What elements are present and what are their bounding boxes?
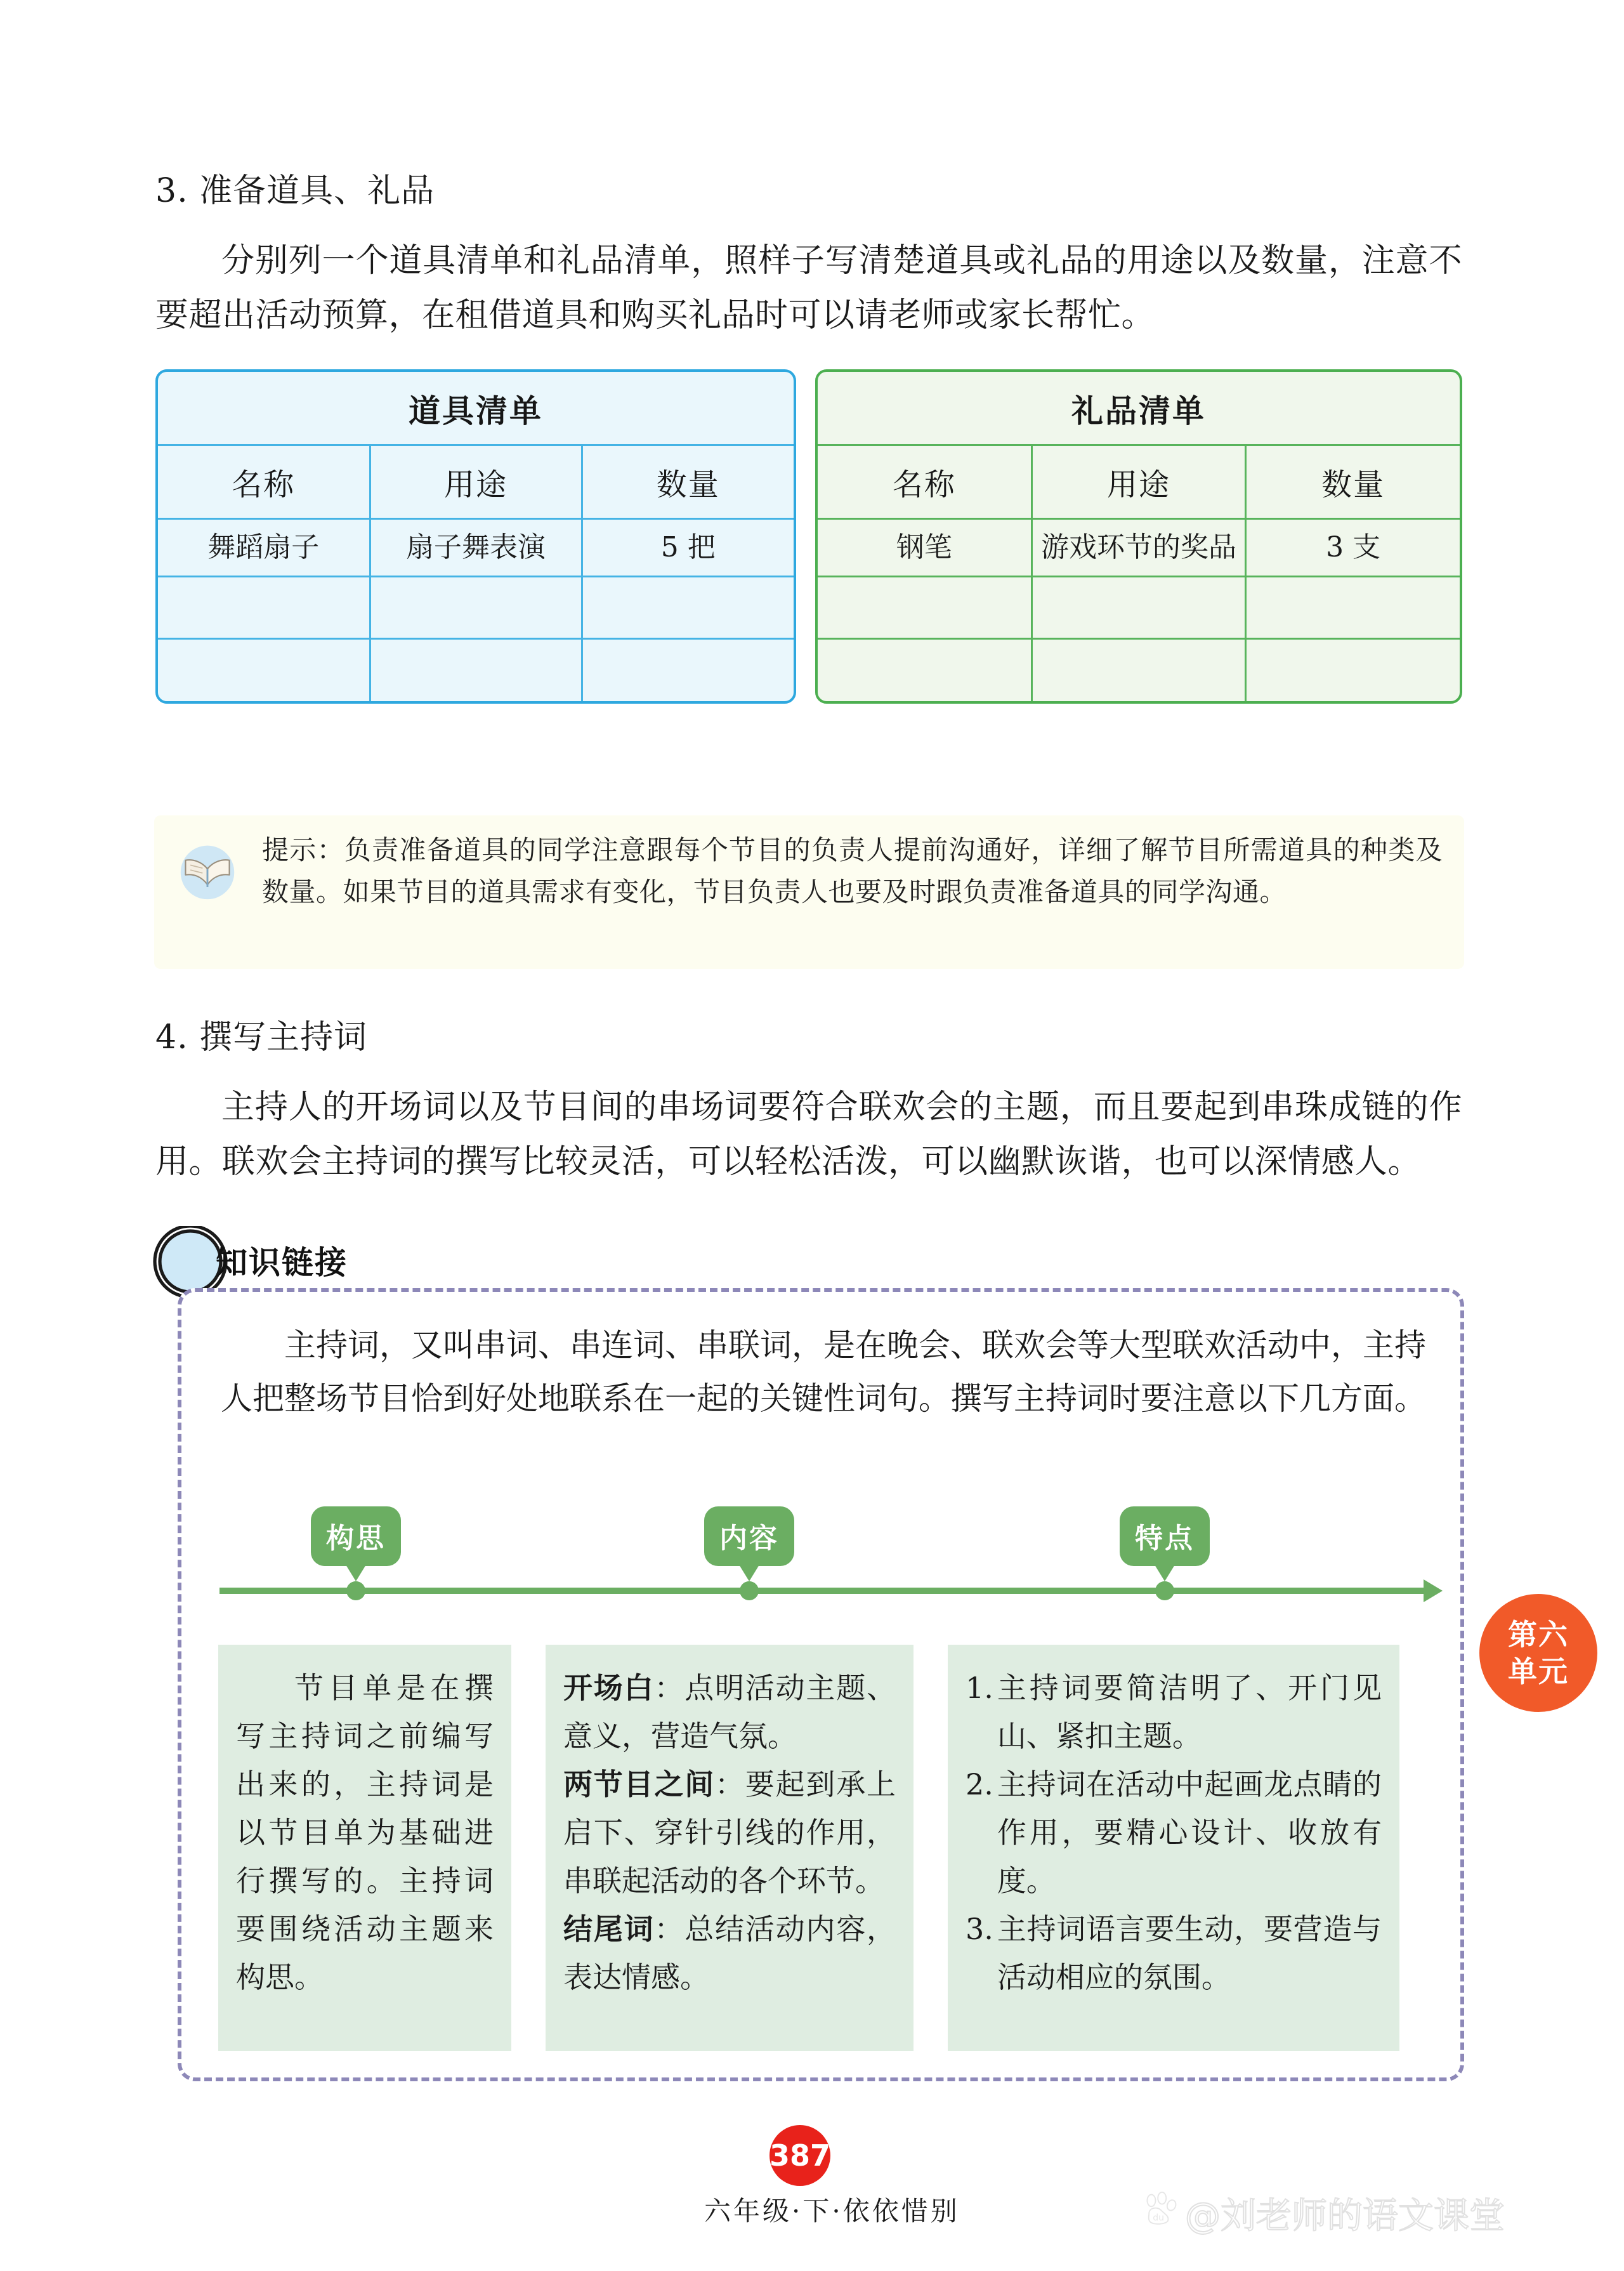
sep-3: ： <box>654 1912 685 1946</box>
baidu-paw-icon <box>1142 2191 1177 2235</box>
list-item-number: 2. <box>966 1767 993 1801</box>
timeline-tag-tedian[interactable]: 特点 <box>1120 1506 1210 1566</box>
tip-box <box>154 815 1464 969</box>
gifts-cell-qty: 3 支 <box>1246 519 1460 577</box>
open-book-icon <box>177 841 238 902</box>
gifts-table-title: 礼品清单 <box>818 372 1460 445</box>
list-item <box>966 1905 1382 2001</box>
props-header-name: 名称 <box>158 445 370 519</box>
table-row <box>818 577 1460 639</box>
list-item-text: 主持词在活动中起画龙点睛的作用，要精心设计、收放有度。 <box>997 1767 1382 1898</box>
gifts-header-use: 用途 <box>1031 445 1245 519</box>
timeline-arrow-head <box>1424 1579 1443 1602</box>
text-kaichangbai: 点明活动主题、意义，营造气氛。 <box>563 1671 896 1753</box>
section-4-heading: 4. 撰写主持词 <box>155 1018 368 1057</box>
table-row <box>158 639 794 701</box>
knowledge-link-label: 知识链接 <box>216 1244 348 1281</box>
sep-2: ： <box>715 1767 745 1801</box>
section-4-paragraph: 主持人的开场词以及节目间的串场词要符合联欢会的主题，而且要起到串珠成链的作用。联欢会主持词的撰写比较灵活，可以轻松活泼，可以幽默诙谐，也可以深情感人。 <box>155 1088 1462 1181</box>
gifts-cell-name: 钢笔 <box>818 519 1031 577</box>
gifts-list-table <box>815 369 1462 704</box>
props-cell-qty[interactable] <box>582 577 794 639</box>
watermark <box>1142 2188 1505 2239</box>
timeline-tag-gousi[interactable]: 构思 <box>311 1506 401 1566</box>
knowledge-link-box <box>178 1288 1464 2081</box>
list-item-number: 1. <box>966 1671 993 1705</box>
props-table-title: 道具清单 <box>158 372 794 445</box>
props-header-use: 用途 <box>370 445 582 519</box>
props-cell-name[interactable] <box>158 577 370 639</box>
gifts-cell-use[interactable] <box>1031 639 1245 701</box>
list-item-number: 3. <box>966 1912 993 1946</box>
props-cell-use[interactable] <box>370 577 582 639</box>
table-row <box>158 519 794 577</box>
content-line-kaichangbai <box>563 1664 896 1760</box>
gifts-header-name: 名称 <box>818 445 1031 519</box>
props-cell-use[interactable] <box>370 639 582 701</box>
footer-text: 六年级·下·依依惜别 <box>704 2195 960 2227</box>
list-item <box>966 1760 1382 1905</box>
list-item <box>966 1664 1382 1760</box>
table-row <box>818 639 1460 701</box>
content-box-neirong <box>546 1645 914 2051</box>
tip-text: 提示：负责准备道具的同学注意跟每个节目的负责人提前沟通好，详细了解节目所需道具的种类及数量。如果节目的道具需求有变化，节目负责人也要及时跟负责准备道具的同学沟通。 <box>262 834 1443 907</box>
content-line-liangjiemu <box>563 1760 896 1905</box>
timeline <box>219 1522 1431 1613</box>
sep-1: ： <box>654 1671 685 1705</box>
content-line-jieweici <box>563 1905 896 2001</box>
table-row <box>818 519 1460 577</box>
props-cell-use: 扇子舞表演 <box>370 519 582 577</box>
props-cell-name[interactable] <box>158 639 370 701</box>
timeline-dot-3 <box>1155 1581 1174 1600</box>
unit-badge-line1: 第六 <box>1508 1617 1569 1652</box>
knowledge-link-paragraph: 主持词，又叫串词、串连词、串联词，是在晚会、联欢会等大型联欢活动中，主持人把整场节目恰到好处地联系在一起的关键性词句。撰写主持词时要注意以下几方面。 <box>221 1327 1426 1417</box>
gifts-cell-use: 游戏环节的奖品 <box>1031 519 1245 577</box>
content-box-gousi-text: 节目单是在撰写主持词之前编写出来的，主持词是以节目单为基础进行撰写的。主持词要围绕活动主题来构思。 <box>236 1671 494 1994</box>
content-box-gousi <box>218 1645 511 2051</box>
gifts-cell-name[interactable] <box>818 577 1031 639</box>
text-liangjiemu: 要起到承上启下、穿针引线的作用，串联起活动的各个环节。 <box>563 1767 896 1898</box>
list-item-text: 主持词语言要生动，要营造与活动相应的氛围。 <box>997 1912 1382 1994</box>
props-header-qty: 数量 <box>582 445 794 519</box>
gifts-cell-name[interactable] <box>818 639 1031 701</box>
gifts-cell-qty[interactable] <box>1246 639 1460 701</box>
gifts-cell-qty[interactable] <box>1246 577 1460 639</box>
timeline-tag-neirong[interactable]: 内容 <box>704 1506 794 1566</box>
content-box-tedian <box>948 1645 1399 2051</box>
timeline-line <box>219 1588 1425 1594</box>
watermark-text: @刘老师的语文课堂 <box>1185 2195 1505 2237</box>
timeline-dot-1 <box>346 1581 365 1600</box>
svg-text:du: du <box>1153 2213 1165 2223</box>
unit-badge <box>1479 1594 1597 1712</box>
section-3-paragraph: 分别列一个道具清单和礼品清单，照样子写清楚道具或礼品的用途以及数量，注意不要超出活动预算，在租借道具和购买礼品时可以请老师或家长帮忙。 <box>155 242 1462 334</box>
unit-badge-line2: 单元 <box>1508 1654 1569 1688</box>
props-cell-name: 舞蹈扇子 <box>158 519 370 577</box>
props-cell-qty: 5 把 <box>582 519 794 577</box>
label-kaichangbai: 开场白 <box>563 1671 655 1705</box>
label-liangjiemu: 两节目之间 <box>563 1767 715 1801</box>
list-item-text: 主持词要简洁明了、开门见山、紧扣主题。 <box>997 1671 1382 1753</box>
page-number: 387 <box>769 2125 830 2186</box>
section-3-heading: 3. 准备道具、礼品 <box>155 172 435 210</box>
text-jieweici: 总结活动内容，表达情感。 <box>563 1912 896 1994</box>
label-jieweici: 结尾词 <box>563 1912 655 1946</box>
props-cell-qty[interactable] <box>582 639 794 701</box>
table-row <box>158 577 794 639</box>
gifts-header-qty: 数量 <box>1246 445 1460 519</box>
timeline-dot-2 <box>740 1581 759 1600</box>
gifts-cell-use[interactable] <box>1031 577 1245 639</box>
props-list-table <box>155 369 796 704</box>
